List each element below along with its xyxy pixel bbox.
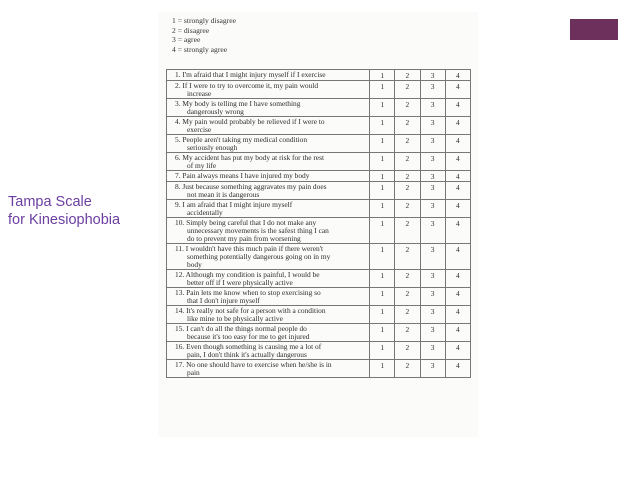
questionnaire-table: [166, 69, 471, 378]
rating-option-3[interactable]: 3: [420, 200, 445, 218]
rating-option-2[interactable]: 2: [395, 288, 420, 306]
rating-option-3[interactable]: 3: [420, 306, 445, 324]
statement-line: because it's too easy for me to get injured: [187, 332, 310, 341]
statement-line: 17. No one should have to exercise when he/she is in: [175, 360, 332, 369]
rating-option-4[interactable]: 4: [445, 360, 470, 378]
statement-line: 2. If I were to try to overcome it, my pain would: [175, 81, 319, 90]
accent-box: [570, 19, 618, 40]
rating-option-1[interactable]: 1: [370, 171, 395, 182]
rating-option-4[interactable]: 4: [445, 306, 470, 324]
questionnaire-row: [167, 200, 471, 218]
statement-line: pain: [187, 368, 200, 377]
statement-line: better off if I were physically active: [187, 278, 293, 287]
rating-option-3[interactable]: 3: [420, 99, 445, 117]
rating-option-4[interactable]: 4: [445, 153, 470, 171]
rating-option-3[interactable]: 3: [420, 171, 445, 182]
statement-line: 13. Pain lets me know when to stop exercising so: [175, 288, 321, 297]
questionnaire-row: [167, 218, 471, 244]
rating-option-3[interactable]: 3: [420, 342, 445, 360]
rating-option-2[interactable]: 2: [395, 81, 420, 99]
item-statement: [167, 171, 370, 182]
item-statement: [167, 306, 370, 324]
statement-line: of my life: [187, 161, 217, 170]
statement-line: 12. Although my condition is painful, I would be: [175, 270, 320, 279]
statement-line: not mean it is dangerous: [187, 190, 260, 199]
rating-option-2[interactable]: 2: [395, 306, 420, 324]
statement-line: 4. My pain would probably be relieved if I were to: [175, 117, 325, 126]
legend-item: 2 = disagree: [172, 25, 210, 35]
legend-item: 3 = agree: [172, 35, 201, 44]
rating-option-1[interactable]: 1: [370, 270, 395, 288]
rating-option-4[interactable]: 4: [445, 342, 470, 360]
rating-option-4[interactable]: 4: [445, 117, 470, 135]
rating-option-2[interactable]: 2: [395, 171, 420, 182]
item-statement: [167, 244, 370, 270]
rating-option-1[interactable]: 1: [370, 135, 395, 153]
rating-option-4[interactable]: 4: [445, 135, 470, 153]
statement-line: increase: [187, 89, 212, 98]
statement-line: 15. I can't do all the things normal people do: [175, 324, 307, 333]
item-statement: [167, 153, 370, 171]
rating-option-4[interactable]: 4: [445, 70, 470, 81]
statement-line: 6. My accident has put my body at risk for the rest: [175, 153, 325, 162]
statement-line: exercise: [187, 125, 212, 134]
questionnaire-body: [167, 70, 471, 378]
rating-option-1[interactable]: 1: [370, 200, 395, 218]
item-statement: [167, 288, 370, 306]
rating-option-2[interactable]: 2: [395, 244, 420, 270]
item-statement: [167, 324, 370, 342]
questionnaire-row: [167, 324, 471, 342]
statement-line: 5. People aren't taking my medical condition: [175, 135, 308, 144]
statement-line: accidentally: [187, 208, 223, 217]
rating-option-4[interactable]: 4: [445, 81, 470, 99]
statement-line: dangerously wrong: [187, 107, 244, 116]
questionnaire-row: [167, 342, 471, 360]
statement-line: that I don't injure myself: [187, 296, 260, 305]
statement-line: pain, I don't think it's actually dangerous: [187, 350, 307, 359]
statement-line: something potentially dangerous going on in my: [187, 252, 331, 261]
rating-option-3[interactable]: 3: [420, 117, 445, 135]
rating-option-4[interactable]: 4: [445, 218, 470, 244]
item-statement: [167, 182, 370, 200]
item-statement: [167, 99, 370, 117]
questionnaire-row: [167, 270, 471, 288]
rating-option-4[interactable]: 4: [445, 244, 470, 270]
statement-line: seriously enough: [187, 143, 238, 152]
questionnaire-row: [167, 288, 471, 306]
statement-line: 1. I'm afraid that I might injury myself if I exercise: [175, 70, 326, 79]
rating-option-2[interactable]: 2: [395, 99, 420, 117]
rating-option-1[interactable]: 1: [370, 81, 395, 99]
questionnaire-row: [167, 153, 471, 171]
statement-line: 14. It's really not safe for a person with a condition: [175, 306, 326, 315]
item-statement: [167, 270, 370, 288]
slide-title-line-2: for Kinesiophobia: [8, 212, 121, 228]
questionnaire-row: [167, 70, 471, 81]
rating-option-1[interactable]: 1: [370, 99, 395, 117]
rating-option-3[interactable]: 3: [420, 270, 445, 288]
rating-option-4[interactable]: 4: [445, 200, 470, 218]
rating-option-1[interactable]: 1: [370, 360, 395, 378]
statement-line: 3. My body is telling me I have something: [175, 99, 301, 108]
item-statement: [167, 200, 370, 218]
rating-option-3[interactable]: 3: [420, 324, 445, 342]
rating-option-2[interactable]: 2: [395, 182, 420, 200]
rating-option-3[interactable]: 3: [420, 182, 445, 200]
statement-line: 9. I am afraid that I might injure myself: [175, 200, 293, 209]
statement-line: 7. Pain always means I have injured my body: [175, 171, 310, 180]
rating-option-3[interactable]: 3: [420, 360, 445, 378]
rating-option-2[interactable]: 2: [395, 342, 420, 360]
questionnaire-row: [167, 135, 471, 153]
statement-line: 10. Simply being careful that I do not make any: [175, 218, 317, 227]
item-statement: [167, 360, 370, 378]
rating-option-4[interactable]: 4: [445, 270, 470, 288]
item-statement: [167, 81, 370, 99]
rating-option-4[interactable]: 4: [445, 99, 470, 117]
questionnaire-row: [167, 81, 471, 99]
rating-option-1[interactable]: 1: [370, 306, 395, 324]
rating-option-1[interactable]: 1: [370, 324, 395, 342]
rating-option-2[interactable]: 2: [395, 200, 420, 218]
scale-legend: [172, 16, 236, 54]
statement-line: like mine to be physically active: [187, 314, 283, 323]
scanned-questionnaire: [158, 12, 478, 437]
rating-option-1[interactable]: 1: [370, 342, 395, 360]
legend-item: 1 = strongly disagree: [172, 16, 236, 25]
rating-option-2[interactable]: 2: [395, 360, 420, 378]
rating-option-2[interactable]: 2: [395, 70, 420, 81]
statement-line: 8. Just because something aggravates my pain does: [175, 182, 327, 191]
statement-line: do to prevent my pain from worsening: [187, 234, 301, 243]
rating-option-1[interactable]: 1: [370, 244, 395, 270]
questionnaire-row: [167, 99, 471, 117]
rating-option-2[interactable]: 2: [395, 135, 420, 153]
statement-line: 11. I wouldn't have this much pain if there weren't: [175, 244, 324, 253]
rating-option-2[interactable]: 2: [395, 218, 420, 244]
item-statement: [167, 117, 370, 135]
rating-option-3[interactable]: 3: [420, 244, 445, 270]
rating-option-2[interactable]: 2: [395, 324, 420, 342]
questionnaire-row: [167, 360, 471, 378]
questionnaire-row: [167, 182, 471, 200]
rating-option-2[interactable]: 2: [395, 270, 420, 288]
rating-option-3[interactable]: 3: [420, 218, 445, 244]
questionnaire-row: [167, 117, 471, 135]
questionnaire-row: [167, 171, 471, 182]
item-statement: [167, 218, 370, 244]
rating-option-2[interactable]: 2: [395, 117, 420, 135]
item-statement: [167, 342, 370, 360]
legend-item: 4 = strongly agree: [172, 44, 228, 54]
slide-title-line-1: Tampa Scale: [8, 194, 92, 210]
rating-option-3[interactable]: 3: [420, 81, 445, 99]
questionnaire-row: [167, 244, 471, 270]
rating-option-2[interactable]: 2: [395, 153, 420, 171]
rating-option-3[interactable]: 3: [420, 135, 445, 153]
statement-line: body: [187, 260, 202, 269]
item-statement: [167, 135, 370, 153]
rating-option-3[interactable]: 3: [420, 153, 445, 171]
rating-option-3[interactable]: 3: [420, 288, 445, 306]
rating-option-3[interactable]: 3: [420, 70, 445, 81]
rating-option-1[interactable]: 1: [370, 153, 395, 171]
rating-option-1[interactable]: 1: [370, 218, 395, 244]
rating-option-4[interactable]: 4: [445, 171, 470, 182]
questionnaire-row: [167, 306, 471, 324]
statement-line: unnecessary movements is the safest thing I can: [187, 226, 329, 235]
statement-line: 16. Even though something is causing me a lot of: [175, 342, 322, 351]
rating-option-1[interactable]: 1: [370, 70, 395, 81]
rating-option-1[interactable]: 1: [370, 182, 395, 200]
rating-option-1[interactable]: 1: [370, 288, 395, 306]
rating-option-4[interactable]: 4: [445, 288, 470, 306]
slide-title: [8, 193, 120, 229]
item-statement: [167, 70, 370, 81]
rating-option-4[interactable]: 4: [445, 324, 470, 342]
rating-option-4[interactable]: 4: [445, 182, 470, 200]
rating-option-1[interactable]: 1: [370, 117, 395, 135]
